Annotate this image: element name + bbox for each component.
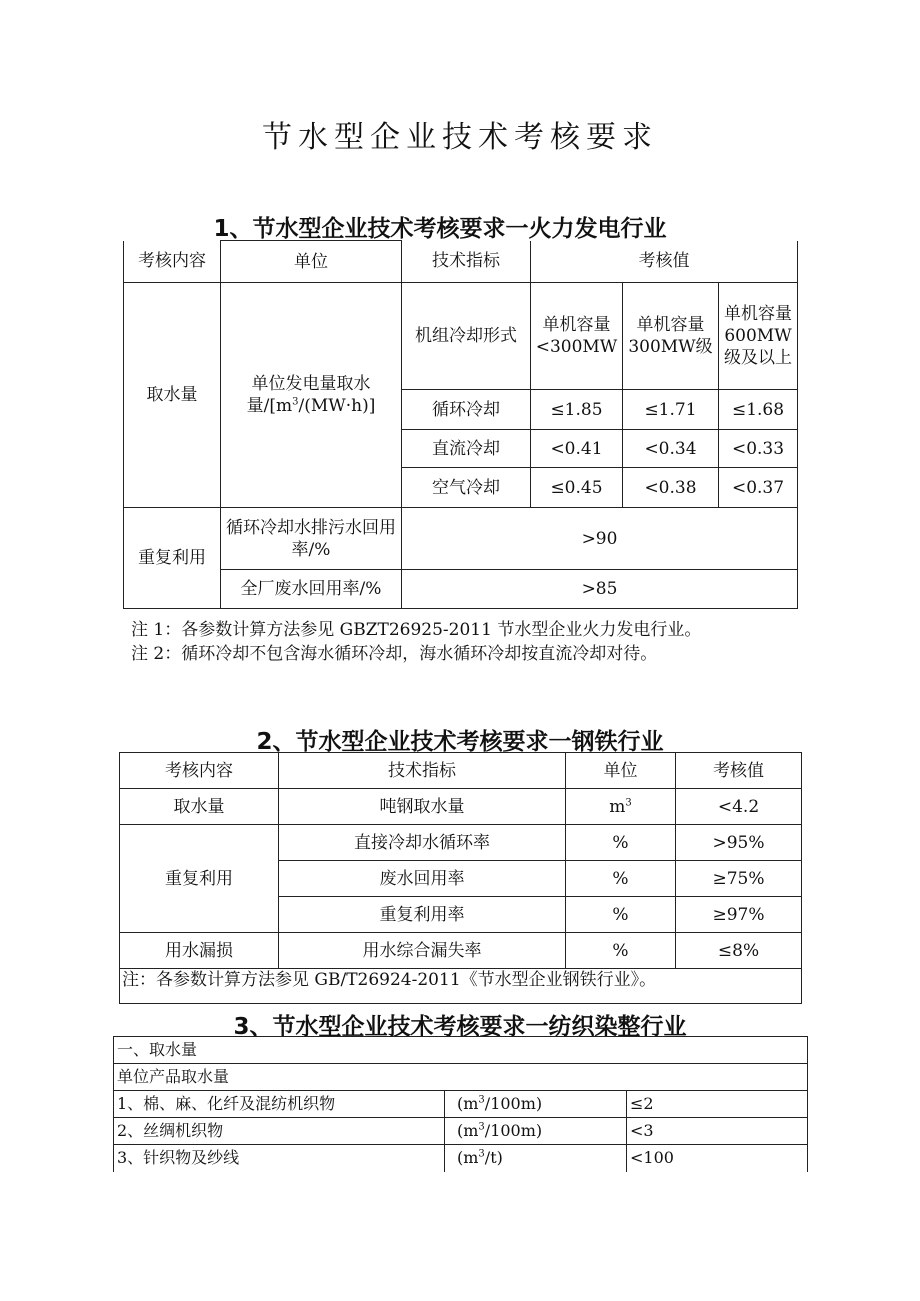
cooling-type: 循环冷却: [402, 390, 531, 430]
capacity-3: 单机容量600MW级及以上: [719, 283, 798, 390]
indicator-cell: 吨钢取水量: [279, 789, 566, 825]
steel-note: 注：各参数计算方法参见 GB/T26924-2011《节水型企业钢铁行业》。: [120, 969, 802, 1004]
row-intake: 一、取水量: [114, 1037, 808, 1064]
cooling-type: 空气冷却: [402, 468, 531, 508]
item-unit: $(m^3/100m)$: [445, 1091, 627, 1118]
item-name: 1、棉、麻、化纤及混纺机织物: [114, 1091, 445, 1118]
section3-heading: 3、节水型企业技术考核要求一纺织染整行业: [233, 1014, 687, 1040]
note-2: 注 2：循环冷却不包含海水循环冷却，海水循环冷却按直流冷却对待。: [131, 644, 658, 664]
unit-cell: 单位发电量取水量$/[m^3/(MW\cdot h)]$: [221, 283, 402, 508]
section2-heading: 2、节水型企业技术考核要求一钢铁行业: [256, 729, 664, 755]
value-cell: <0.41: [531, 430, 623, 468]
value-cell: <0.34: [623, 430, 719, 468]
indicator-cell: 废水回用率: [279, 861, 566, 897]
value-cell: ≤1.85: [531, 390, 623, 430]
item-name: 2、丝绸机织物: [114, 1118, 445, 1145]
intake-cell: 取水量: [124, 283, 221, 508]
reuse-cell: 重复利用: [124, 508, 221, 609]
value-cell: ≤0.45: [531, 468, 623, 508]
header-value: 考核值: [531, 241, 798, 283]
cooling-type: 直流冷却: [402, 430, 531, 468]
page-title: 节水型企业技术考核要求: [262, 120, 658, 155]
steel-table: [119, 752, 802, 1004]
value-cell: ≥97%: [676, 897, 802, 933]
value-cell: ≤1.71: [623, 390, 719, 430]
item-unit: $(m^3/t)$: [445, 1145, 627, 1172]
reuse-label: 全厂废水回用率/%: [221, 570, 402, 609]
indicator-cell: 用水综合漏失率: [279, 933, 566, 969]
indicator-cell: 直接冷却水循环率: [279, 825, 566, 861]
note-1: 注 1：各参数计算方法参见 GBZT26925-2011 节水型企业火力发电行业。: [131, 620, 702, 640]
capacity-1: 单机容量<300MW: [531, 283, 623, 390]
value-cell: ≤1.68: [719, 390, 798, 430]
value-cell: ≥75%: [676, 861, 802, 897]
header-indicator: 技术指标: [279, 753, 566, 789]
header-content: 考核内容: [120, 753, 279, 789]
value-cell: >95%: [676, 825, 802, 861]
value-cell: ≤8%: [676, 933, 802, 969]
item-value: ≤2: [627, 1091, 808, 1118]
capacity-2: 单机容量300MW级: [623, 283, 719, 390]
value-cell: <4.2: [676, 789, 802, 825]
category-cell: 用水漏损: [120, 933, 279, 969]
category-cell: 取水量: [120, 789, 279, 825]
unit-cell: %: [566, 897, 676, 933]
reuse-value: >90: [402, 508, 798, 570]
row-unit-intake: 单位产品取水量: [114, 1064, 808, 1091]
cooling-label: 机组冷却形式: [402, 283, 531, 390]
item-value: <100: [627, 1145, 808, 1172]
indicator-cell: 重复利用率: [279, 897, 566, 933]
category-cell: 重复利用: [120, 825, 279, 933]
header-unit: 单位: [566, 753, 676, 789]
header-unit: 单位: [221, 241, 402, 283]
header-indicator: 技术指标: [402, 241, 531, 283]
section1-heading: 1、节水型企业技术考核要求一火力发电行业: [213, 216, 667, 242]
value-cell: <0.37: [719, 468, 798, 508]
reuse-label: 循环冷却水排污水回用率/%: [221, 508, 402, 570]
item-name: 3、针织物及纱线: [114, 1145, 445, 1172]
header-content: 考核内容: [124, 241, 221, 283]
textile-table: [113, 1036, 808, 1172]
unit-cell: %: [566, 825, 676, 861]
item-unit: $(m^3/100m)$: [445, 1118, 627, 1145]
header-value: 考核值: [676, 753, 802, 789]
item-value: <3: [627, 1118, 808, 1145]
unit-cell: %: [566, 933, 676, 969]
reuse-value: >85: [402, 570, 798, 609]
value-cell: <0.33: [719, 430, 798, 468]
value-cell: <0.38: [623, 468, 719, 508]
power-table: [123, 240, 798, 609]
unit-cell: %: [566, 861, 676, 897]
unit-cell: $m^3$: [566, 789, 676, 825]
